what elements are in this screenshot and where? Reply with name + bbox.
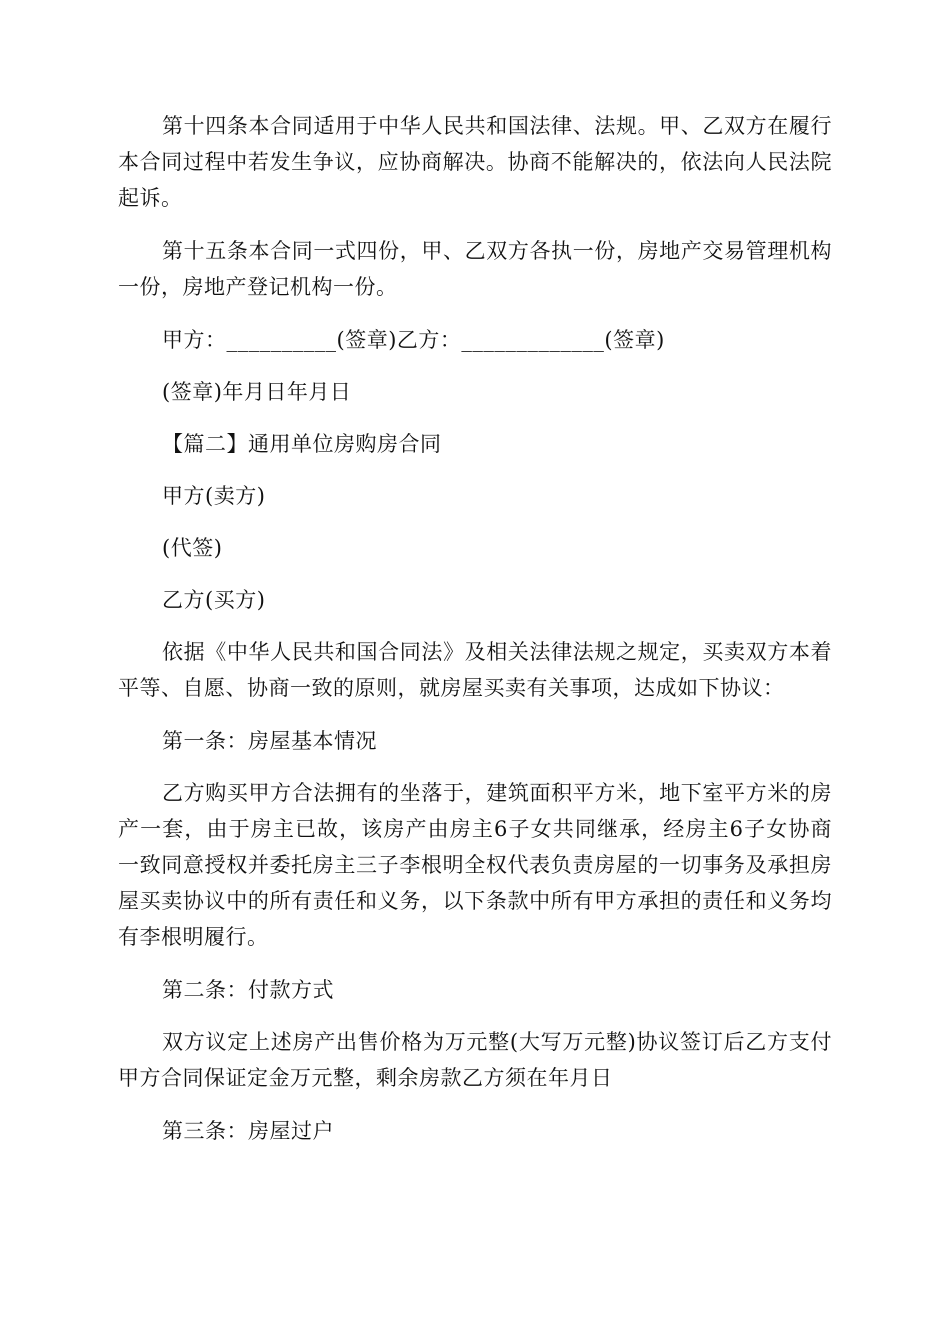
article-1-paragraph: 乙方购买甲方合法拥有的坐落于，建筑面积平方米，地下室平方米的房产一套，由于房主已故，该房产由房主6子女共同继承，经房主6子女协商一致同意授权并委托房主三子李根明全权代表负责房屋的一切事务及承担房屋买卖协议中的所有责任和义务，以下条款中所有甲方承担的责任和义务均有李根明履行。	[118, 781, 832, 949]
proxy-label: (代签)	[162, 536, 223, 560]
party-a-label: 甲方(卖方)	[162, 484, 266, 508]
preamble-paragraph: 依据《中华人民共和国合同法》及相关法律法规之规定，买卖双方本着平等、自愿、协商一致的原则，就房屋买卖有关事项，达成如下协议：	[118, 640, 832, 700]
article-3-heading: 第三条：房屋过户	[162, 1119, 334, 1143]
article-2-heading: 第二条：付款方式	[162, 978, 334, 1002]
article-1-heading: 第一条：房屋基本情况	[162, 729, 377, 753]
date-line: (签章)年月日年月日	[162, 380, 352, 404]
signature-line: 甲方：__________(签章)乙方：_____________(签章)	[162, 328, 665, 352]
article-15-paragraph: 第十五条本合同一式四份，甲、乙双方各执一份，房地产交易管理机构一份，房地产登记机构一份。	[118, 239, 832, 299]
article-14-paragraph: 第十四条本合同适用于中华人民共和国法律、法规。甲、乙双方在履行本合同过程中若发生争议，应协商解决。协商不能解决的，依法向人民法院起诉。	[118, 114, 832, 210]
party-b-label: 乙方(买方)	[162, 588, 266, 612]
article-2-paragraph: 双方议定上述房产出售价格为万元整(大写万元整)协议签订后乙方支付甲方合同保证定金万元整，剩余房款乙方须在年月日	[118, 1030, 832, 1090]
document-page	[118, 108, 832, 1149]
section-heading: 【篇二】通用单位房购房合同	[162, 432, 442, 456]
